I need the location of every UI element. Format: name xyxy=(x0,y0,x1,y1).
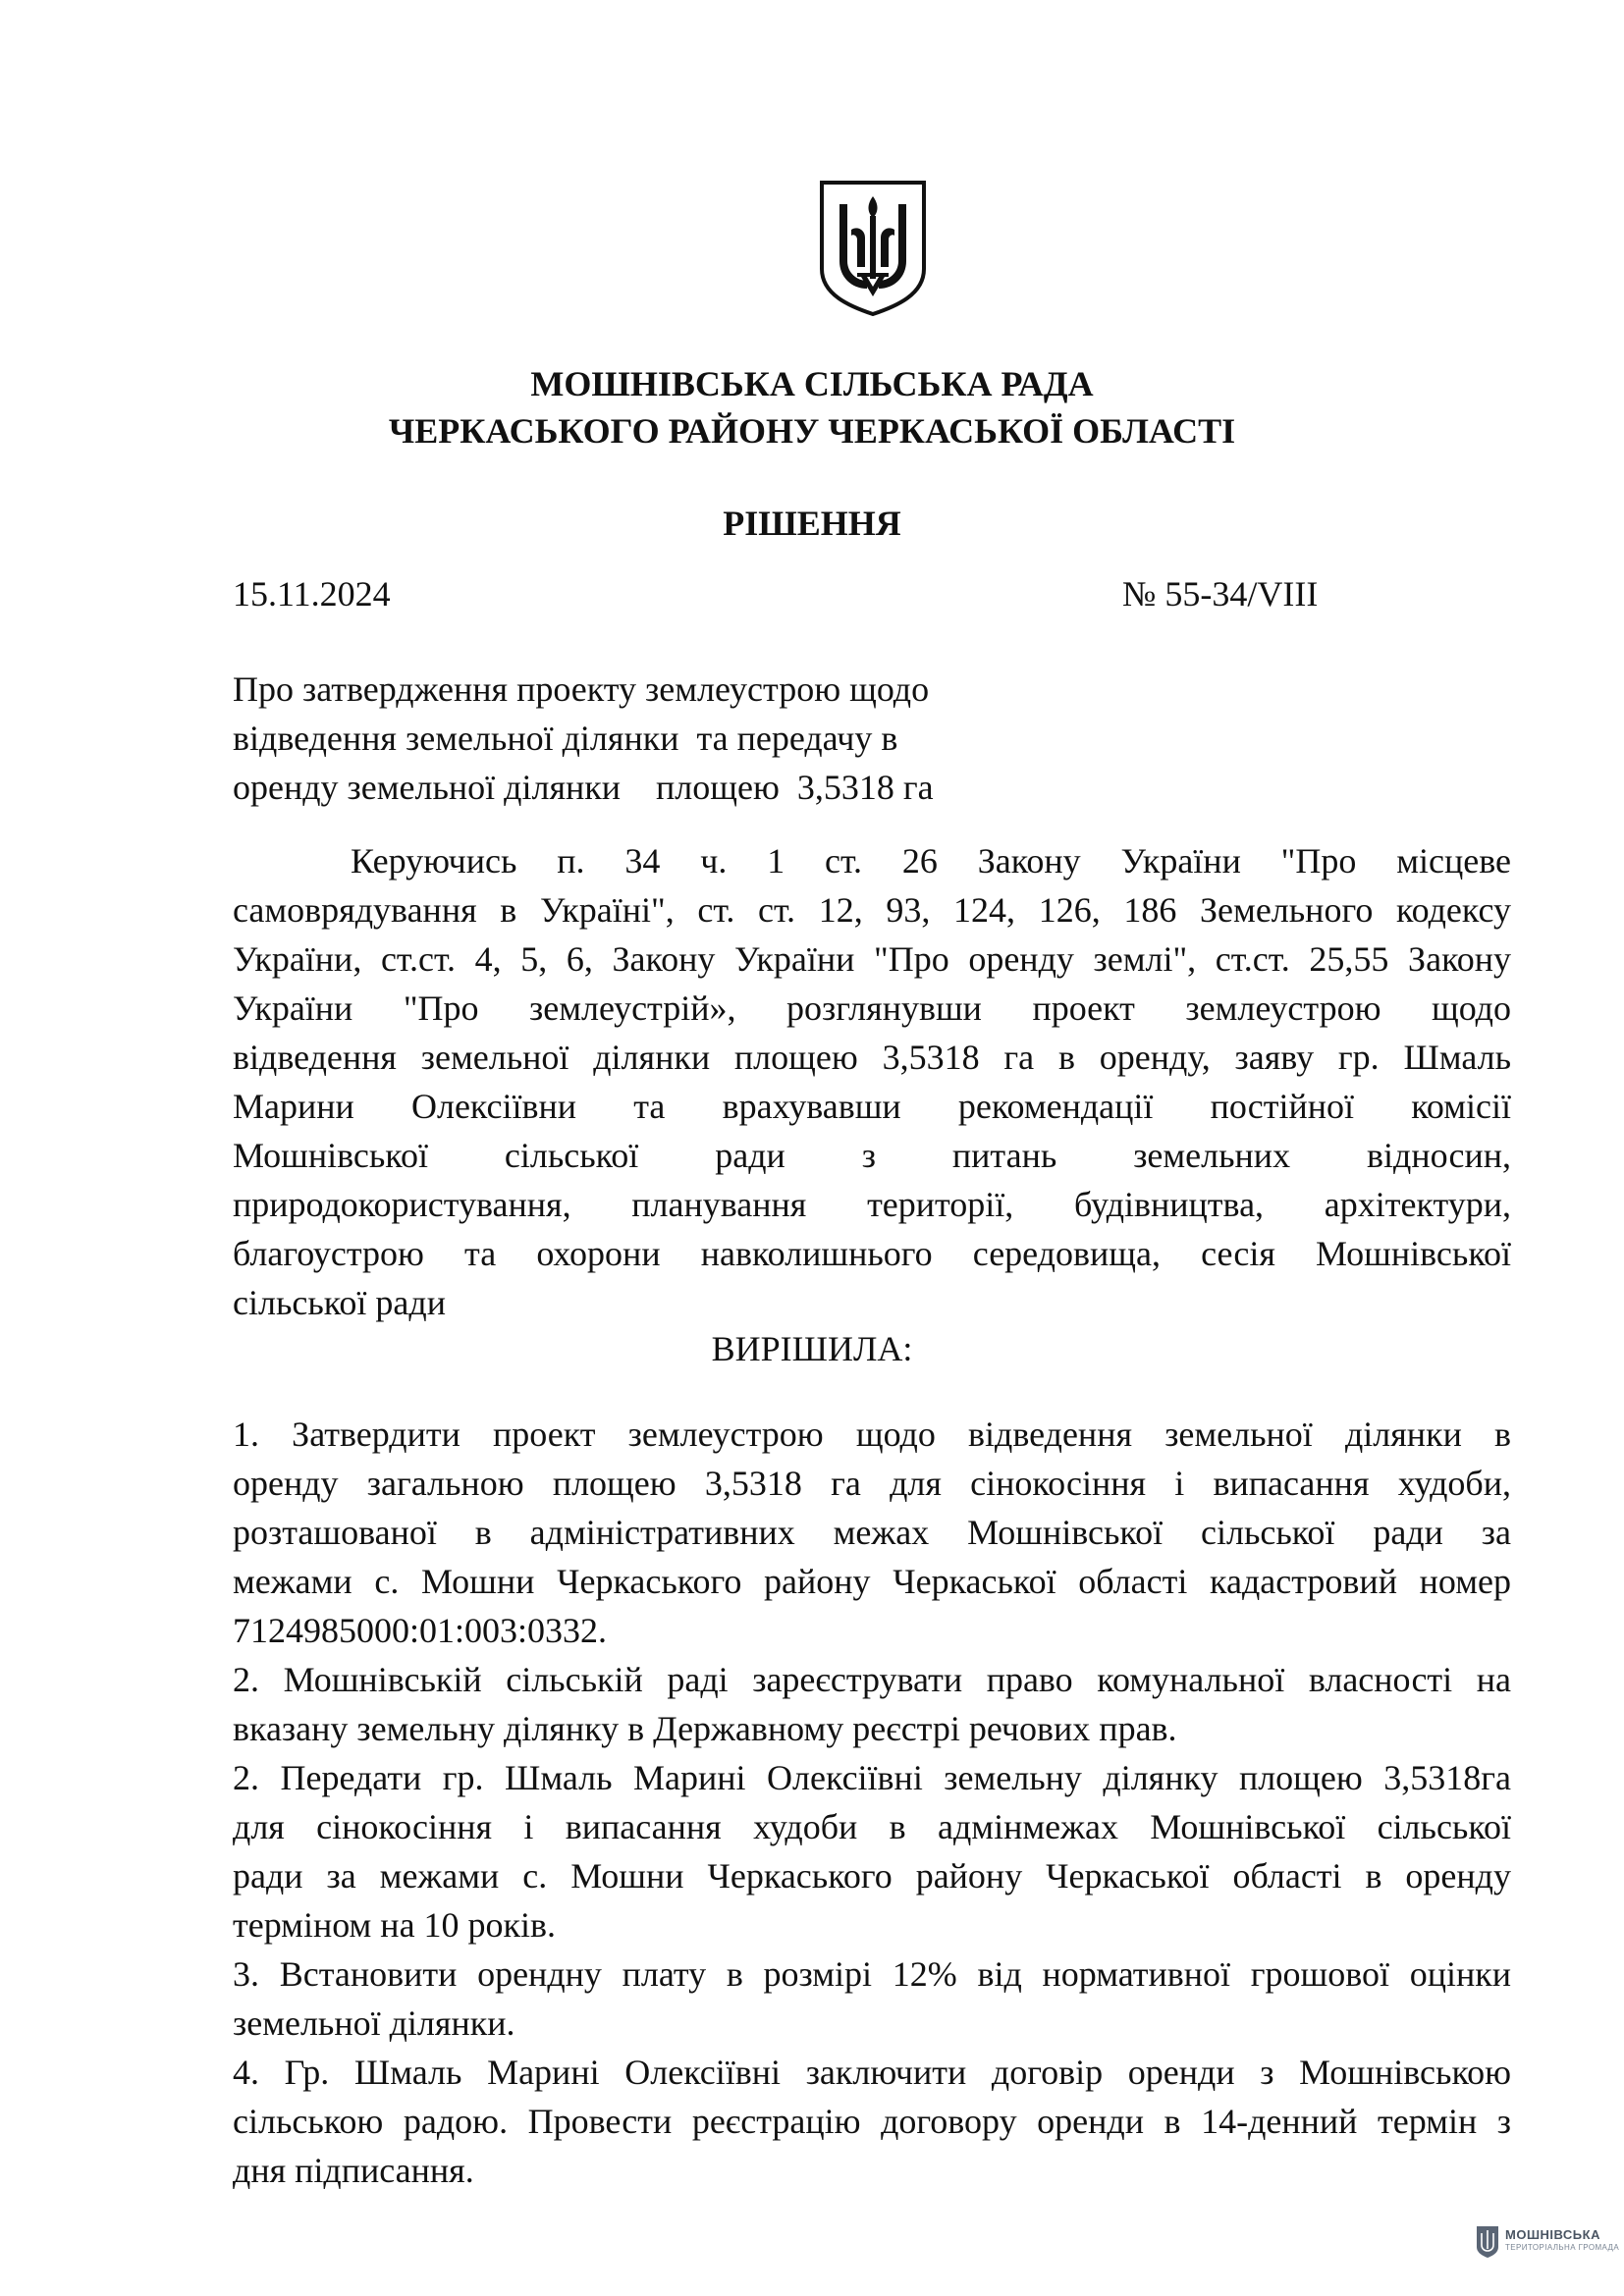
watermark-subtitle: ТЕРИТОРІАЛЬНА ГРОМАДА xyxy=(1505,2243,1620,2252)
preamble-line: сільської ради xyxy=(233,1283,446,1322)
item-line: 4. Гр. Шмаль Марині Олексіївні заключити договір оренди з Мошнівською xyxy=(233,2053,1511,2092)
item-line: дня підписання. xyxy=(233,2151,474,2190)
preamble-line: благоустрою та охорони навколишнього середовища, сесія Мошнівської xyxy=(233,1234,1511,1273)
item-line: сільською радою. Провести реєстрацію договору оренди в 14-денний термін з xyxy=(233,2102,1511,2141)
council-name: МОШНІВСЬКА СІЛЬСЬКА РАДА xyxy=(530,364,1094,403)
trident-icon xyxy=(818,179,928,316)
decision-subject xyxy=(233,665,979,812)
item-line: для сінокосіння і випасання худоби в адмінмежах Мошнівської сільської xyxy=(233,1807,1511,1846)
preamble-line: відведення земельної ділянки площею 3,5318 га в оренду, заяву гр. Шмаль xyxy=(233,1038,1511,1077)
watermark-trident-icon xyxy=(1476,2225,1499,2259)
decision-number: № 55-34/VIII xyxy=(1122,574,1319,614)
preamble-paragraph xyxy=(233,836,1511,1327)
resolved-heading: ВИРІШИЛА: xyxy=(711,1329,913,1368)
watermark-logo xyxy=(1476,2223,1620,2282)
preamble-line: Марини Олексіївни та врахувавши рекомендації постійної комісії xyxy=(233,1087,1511,1126)
item-line: вказану земельну ділянку в Державному реєстрі речових прав. xyxy=(233,1709,1177,1748)
item-line: 7124985000:01:003:0332. xyxy=(233,1611,608,1650)
item-line: 3. Встановити орендну плату в розмірі 12% від нормативної грошової оцінки xyxy=(233,1954,1511,1994)
preamble-line: Керуючись п. 34 ч. 1 ст. 26 Закону України "Про місцеве xyxy=(351,841,1511,881)
watermark-name: МОШНІВСЬКА xyxy=(1505,2227,1600,2242)
item-line: терміном на 10 років. xyxy=(233,1905,557,1945)
decision-date: 15.11.2024 xyxy=(233,574,391,614)
preamble-line: самоврядування в Україні", ст. ст. 12, 93, 124, 126, 186 Земельного кодексу xyxy=(233,890,1511,930)
preamble-line: України "Про землеустрій», розглянувши проект землеустрою щодо xyxy=(233,988,1511,1028)
item-line: оренду загальною площею 3,5318 га для сінокосіння і випасання худоби, xyxy=(233,1464,1511,1503)
subject-line: відведення земельної ділянки та передачу в xyxy=(233,719,898,758)
item-line: межами с. Мошни Черкаського району Черкаської області кадастровий номер xyxy=(233,1562,1511,1601)
subject-line: Про затвердження проекту землеустрою щодо xyxy=(233,669,930,709)
item-line: земельної ділянки. xyxy=(233,2003,515,2043)
item-line: 2. Передати гр. Шмаль Марині Олексіївні земельну ділянку площею 3,5318га xyxy=(233,1758,1511,1797)
preamble-line: природокористування, планування території, будівництва, архітектури, xyxy=(233,1185,1511,1224)
decision-items xyxy=(233,1410,1511,2195)
item-line: ради за межами с. Мошни Черкаського району Черкаської області в оренду xyxy=(233,1856,1511,1896)
preamble-line: України, ст.ст. 4, 5, 6, Закону України "Про оренду землі", ст.ст. 25,55 Закону xyxy=(233,939,1511,979)
preamble-line: Мошнівської сільської ради з питань земельних відносин, xyxy=(233,1136,1511,1175)
subject-line: оренду земельної ділянки площею 3,5318 га xyxy=(233,768,934,807)
document-title: РІШЕННЯ xyxy=(723,504,901,543)
item-line: 1. Затвердити проект землеустрою щодо відведення земельної ділянки в xyxy=(233,1415,1511,1454)
council-district: ЧЕРКАСЬКОГО РАЙОНУ ЧЕРКАСЬКОЇ ОБЛАСТІ xyxy=(388,411,1236,451)
item-line: 2. Мошнівській сільській раді зареєструвати право комунальної власності на xyxy=(233,1660,1511,1699)
item-line: розташованої в адміністративних межах Мошнівської сільської ради за xyxy=(233,1513,1511,1552)
